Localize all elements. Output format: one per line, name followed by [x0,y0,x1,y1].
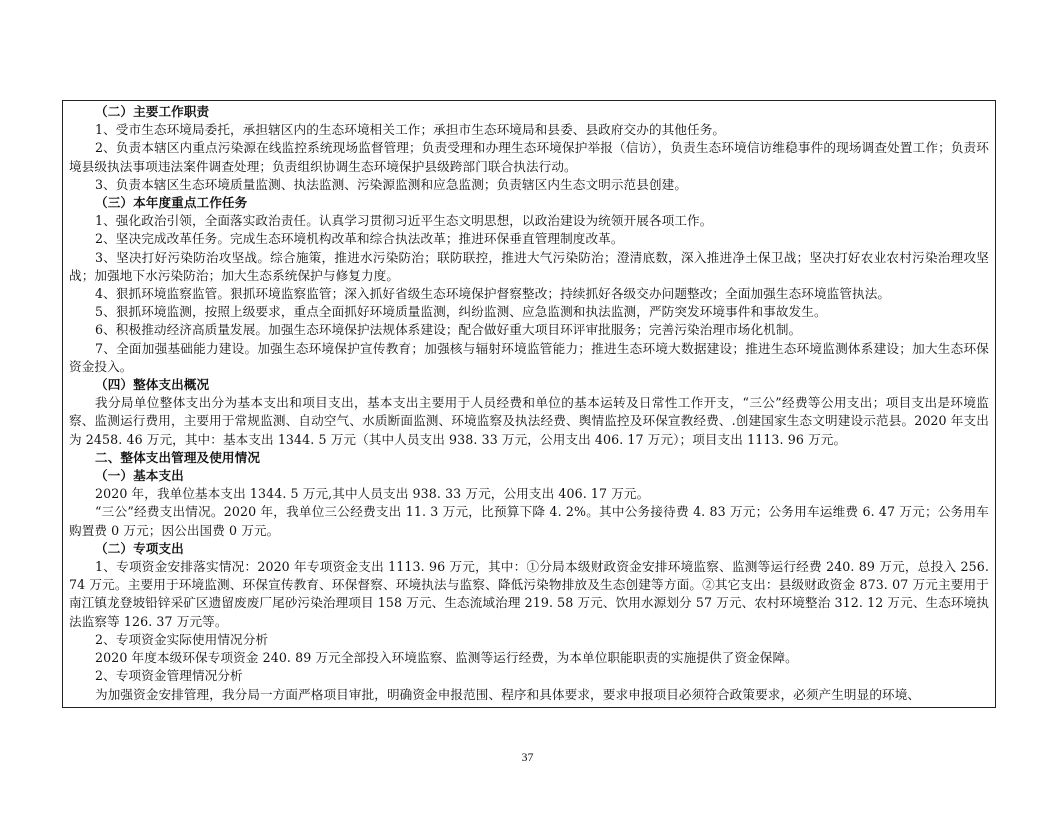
section-heading-special-expense: （二）专项支出 [95,540,184,556]
section-heading-management: 二、整体支出管理及使用情况 [95,449,261,465]
paragraph: 2、负责本辖区内重点污染源在线监控系统现场监督管理；负责受理和办理生态环境保护举报（信访），负责生态环境信访维稳事件的现场调查处置工作；负责环境县级执法事项违法案件调查处理；负责组织协调生态环境保护县级跨部门联合执法行动。 [69,140,989,174]
section-heading-overview: （四）整体支出概况 [95,377,210,393]
section-heading-key-tasks: （三）本年度重点工作任务 [95,195,248,211]
paragraph: 2、专项资金管理情况分析 [95,668,243,684]
paragraph: 5、狠抓环境监测，按照上级要求，重点全面抓好环境质量监测，纠纷监测、应急监测和执法监测，严防突发环境事件和事故发生。 [95,304,827,320]
section-heading-basic-expense: （一）基本支出 [95,468,184,484]
paragraph: 3、负责本辖区生态环境质量监测、执法监测、污染源监测和应急监测；负责辖区内生态文明示范县创建。 [95,176,688,192]
paragraph: 1、专项资金安排落实情况：2020 年专项资金支出 1113. 96 万元，其中：①分局本级财政资金安排环境监察、监测等运行经费 240. 89 万元，总投入 256. 74 万元。主要用于环境监测、环保宣传教育、环保督察、环境执法与监察、降低污染物排放及生态创建等方面。②其它支出：县级财政资金 873. 07 万元主要用于南江镇龙登坡铅锌采矿区遗留废废厂尾砂污染治理项目 158 万元、生态流域治理 219. 58 万元、饮用水源划分 57 万元、农村环境整治 312. 12 万元、生态环境执法监察等 126. 37 万元等。 [69,559,989,629]
paragraph: 6、积极推动经济高质量发展。加强生态环境保护法规体系建设；配合做好重大项目环评审批服务；完善污染治理市场化机制。 [95,322,802,338]
paragraph: 为加强资金安排管理，我分局一方面严格项目审批，明确资金申报范围、程序和具体要求，要求申报项目必须符合政策要求，必须产生明显的环境、 [95,686,921,702]
paragraph: 7、全面加强基础能力建设。加强生态环境保护宣传教育；加强核与辐射环境监管能力；推进生态环境大数据建设；推进生态环境监测体系建设；加大生态环保资金投入。 [69,340,989,374]
paragraph: 2020 年度本级环保专项资金 240. 89 万元全部投入环境监察、监测等运行经费，为本单位职能职责的实施提供了资金保障。 [95,650,798,666]
section-heading-duties: （二）主要工作职责 [95,104,210,119]
page-number: 37 [521,750,534,764]
paragraph: 2、专项资金实际使用情况分析 [95,631,269,647]
paragraph: 1、强化政治引领，全面落实政治责任。认真学习贯彻习近平生态文明思想，以政治建设为统领开展各项工作。 [95,213,713,229]
paragraph: 2、坚决完成改革任务。完成生态环境机构改革和综合执法改革；推进环保垂直管理制度改革。 [95,231,624,247]
paragraph: 1、受市生态环境局委托，承担辖区内的生态环境相关工作；承担市生态环境局和县委、县政府交办的其他任务。 [95,122,726,138]
paragraph: “三公”经费支出情况。2020 年，我单位三公经费支出 11. 3 万元，比预算下降 4. 2%。其中公务接待费 4. 83 万元；公务用车运维费 6. 47 万元；公务用车购置费 0 万元；因公出国费 0 万元。 [69,504,989,538]
content-frame [62,100,996,708]
paragraph: 3、坚决打好污染防治攻坚战。综合施策，推进水污染防治；联防联控，推进大气污染防治；澄清底数，深入推进净土保卫战；坚决打好农业农村污染治理攻坚战；加强地下水污染防治；加大生态系统保护与修复力度。 [69,249,989,283]
paragraph: 我分局单位整体支出分为基本支出和项目支出，基本支出主要用于人员经费和单位的基本运转及日常性工作开支，“三公”经费等公用支出；项目支出是环境监察、监测运行费用，主要用于常规监测、自动空气、水质断面监测、环境监察及执法经费、舆情监控及环保宣教经费、.创建国家生态文明建设示范县。2020 年支出为 2458. 46 万元，其中：基本支出 1344. 5 万元（其中人员支出 938. 33 万元，公用支出 406. 17 万元）；项目支出 1113. 96 万元。 [69,395,989,447]
paragraph: 2020 年，我单位基本支出 1344. 5 万元,其中人员支出 938. 33 万元，公用支出 406. 17 万元。 [95,486,650,502]
paragraph: 4、狠抓环境监察监管。狠抓环境监察监管；深入抓好省级生态环境保护督察整改；持续抓好各级交办问题整改；全面加强生态环境监管执法。 [95,286,891,302]
